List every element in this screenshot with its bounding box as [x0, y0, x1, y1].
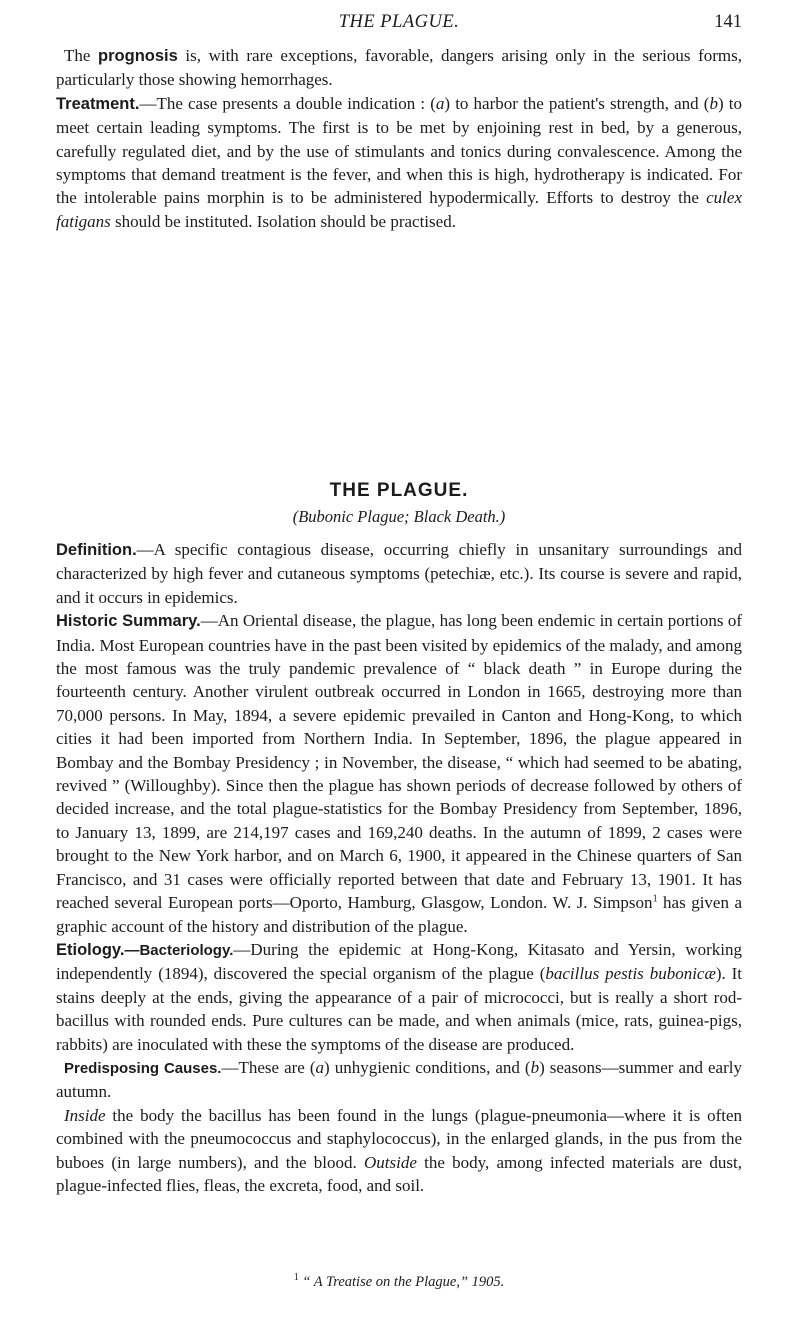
prognosis-text: is, with rare exceptions, favorable, dangers arising only in the serious forms, particularly those showing hemorrhages. [56, 46, 742, 90]
prognosis-heading: prognosis [98, 47, 178, 65]
inside-paragraph [56, 1104, 742, 1198]
treatment-text-3: ) to meet certain leading symptoms. The first is to be met by enjoining rest in bed, by a generous, carefully regulated diet, and by the use of stimulants and tonics during convalescence. Among the symptoms that demand treatment is the fever, and when this is high, hydrotherapy is indicated. For the intolerable pains morphin is to be administered hypodermically. Efforts to destroy the [56, 93, 742, 208]
inside-italic: Inside [64, 1105, 106, 1125]
outside-italic: Outside [364, 1152, 417, 1172]
running-head [56, 12, 742, 38]
treatment-heading: Treatment. [56, 94, 140, 113]
footnote-marker: 1 [293, 1272, 299, 1284]
predisposing-b: b [530, 1057, 540, 1077]
etiology-text-1: —During the epidemic at Hong-Kong, Kitasato and Yersin, working independently (1894), discovered the special organism of the plague ( [56, 939, 742, 984]
section-title: THE PLAGUE. [329, 480, 469, 501]
historic-text-2: has given a graphic account of the history and distribution of the plague. [56, 893, 742, 936]
predisposing-text-2: ) unhygienic conditions, and ( [324, 1057, 531, 1077]
definition-heading: Definition. [56, 541, 137, 559]
section-subtitle: (Bubonic Plague; Black Death.) [292, 507, 506, 526]
plague-section [56, 538, 742, 1197]
treatment-paragraph [56, 92, 742, 233]
footnote-ref: 1 [652, 893, 658, 905]
inside-text-2: the body, among infected materials are dust, plague-infected flies, fleas, the excreta, food, and soil. [56, 1152, 742, 1195]
predisposing-text-1: —These are ( [221, 1057, 316, 1077]
etiology-heading: Etiology. [56, 940, 125, 959]
running-title: THE PLAGUE. [338, 12, 460, 32]
footnote [56, 1274, 742, 1291]
definition-text: —A specific contagious disease, occurring chiefly in unsanitary surroundings and characterized by high fever and cutaneous symptoms (petechiæ, etc.). Its course is severe and rapid, and it occurs in epidemics. [56, 540, 742, 607]
definition-paragraph [56, 538, 742, 609]
treatment-section [56, 44, 742, 233]
treatment-text-2: ) to harbor the patient's strength, and ( [444, 93, 710, 113]
prognosis-pre: The [64, 46, 99, 65]
footnote-text: “ A Treatise on the Plague,” 1905. [298, 1274, 505, 1290]
etiology-italic: bacillus pestis bubonicæ [545, 964, 716, 984]
etiology-text-2: ). It stains deeply at the ends, giving the appearance of a pair of micrococci, but is really a short rod-bacillus with rounded ends. Pure cultures can be made, and when animals (mice, rats, guinea-pigs, rabbits) are inoculated with these the symptoms of the disease are produced. [56, 964, 742, 1054]
bacteriology-heading: —Bacteriology. [124, 941, 234, 959]
predisposing-paragraph [56, 1056, 742, 1104]
treatment-a: a [435, 93, 445, 113]
historic-heading: Historic Summary. [56, 612, 201, 631]
prognosis-paragraph [56, 44, 742, 92]
historic-text-1: —An Oriental disease, the plague, has long been endemic in certain portions of India. Most European countries have in the past been visited by epidemics of the malady, and among the most famous was the truly pandemic prevalence of “ black death ” in Europe during the fourteenth century. Another virulent outbreak occurred in London in 1665, destroying more than 70,000 persons. In May, 1894, a severe epidemic prevailed in Canton and Hong-Kong, to which cities it had been imported from Northern India. In September, 1896, the plague appeared in Bombay and the Bombay Presidency ; in November, the disease, “ which had seemed to be abating, revived ” (Willoughby). Since then the plague has shown periods of decrease followed by others of decided increase, and the total plague-statistics for the Bombay Presidency from September, 1896, to January 13, 1899, are 214,197 cases and 169,240 deaths. In the autumn of 1899, 2 cases were brought to the New York harbor, and on March 6, 1900, it appeared in the Chinese quarters of San Francisco, and 31 cases were officially reported between that date and February 13, 1901. It has reached several European ports—Oporto, Hamburg, Glasgow, London. W. J. Simpson [56, 611, 742, 913]
predisposing-text-3: ) seasons—summer and early autumn. [56, 1057, 742, 1102]
page-number: 141 [714, 12, 742, 32]
treatment-italic: culex fatigans [56, 188, 742, 231]
historic-paragraph [56, 609, 742, 938]
predisposing-heading: Predisposing Causes. [64, 1059, 222, 1077]
etiology-paragraph [56, 938, 742, 1056]
treatment-text-4: should be instituted. Isolation should be practised. [110, 211, 456, 231]
treatment-text-1: —The case presents a double indication : ( [139, 93, 436, 113]
treatment-b: b [709, 93, 718, 113]
inside-text-1: the body the bacillus has been found in the lungs (plague-pneumonia—where it is often combined with the pneumococcus and staphylococcus), in the enlarged glands, in the pus from the buboes (in large numbers), and the blood. [56, 1105, 742, 1172]
predisposing-a: a [315, 1057, 325, 1077]
